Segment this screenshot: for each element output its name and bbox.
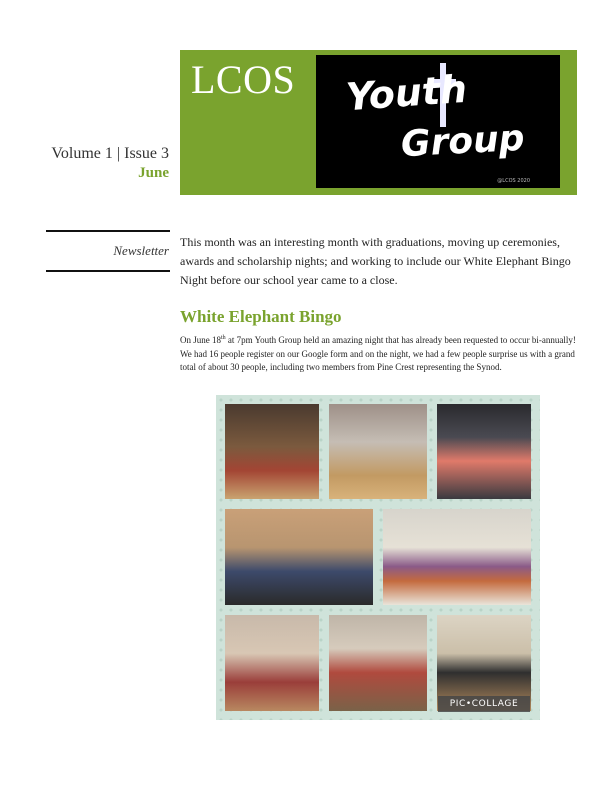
collage-photo [225, 404, 319, 499]
article-body-start: On June 18 [180, 335, 221, 345]
divider-top [46, 230, 170, 232]
issue-month: June [138, 165, 169, 181]
section-label: Newsletter [113, 243, 169, 258]
collage-photo [383, 509, 531, 605]
collage-photo [437, 404, 531, 499]
photo-collage [216, 395, 540, 720]
youth-group-logo [316, 55, 560, 188]
article-body-rest: at 7pm Youth Group held an amazing night that has already been requested to occur bi-annually! We had 16 people register on our Google form and on the night, we had a few people surprise us with a grand total of about 30 people, including two members from Pine Crest representing the Synod. [180, 335, 576, 372]
intro-paragraph: This month was an interesting month with graduations, moving up ceremonies, awards and scholarship nights; and working to include our White Elephant Bingo Night before our school year came to a close. [180, 235, 571, 287]
article-body-sup: th [221, 335, 226, 341]
brand-title: LCOS [191, 57, 296, 102]
collage-watermark: PIC•COLLAGE [438, 696, 530, 712]
header-banner [180, 50, 577, 195]
logo-word-youth: Youth [344, 66, 469, 120]
collage-photo [329, 404, 427, 499]
volume-issue: Volume 1 | Issue 3 [51, 145, 169, 162]
article-body [180, 334, 580, 375]
article-title: White Elephant Bingo [180, 307, 342, 326]
collage-photo [225, 615, 319, 711]
collage-photo [329, 615, 427, 711]
logo-word-group: Group [400, 117, 526, 166]
collage-photo [225, 509, 373, 605]
logo-credit: @LCOS 2020 [497, 178, 530, 184]
divider-bottom [46, 270, 170, 272]
